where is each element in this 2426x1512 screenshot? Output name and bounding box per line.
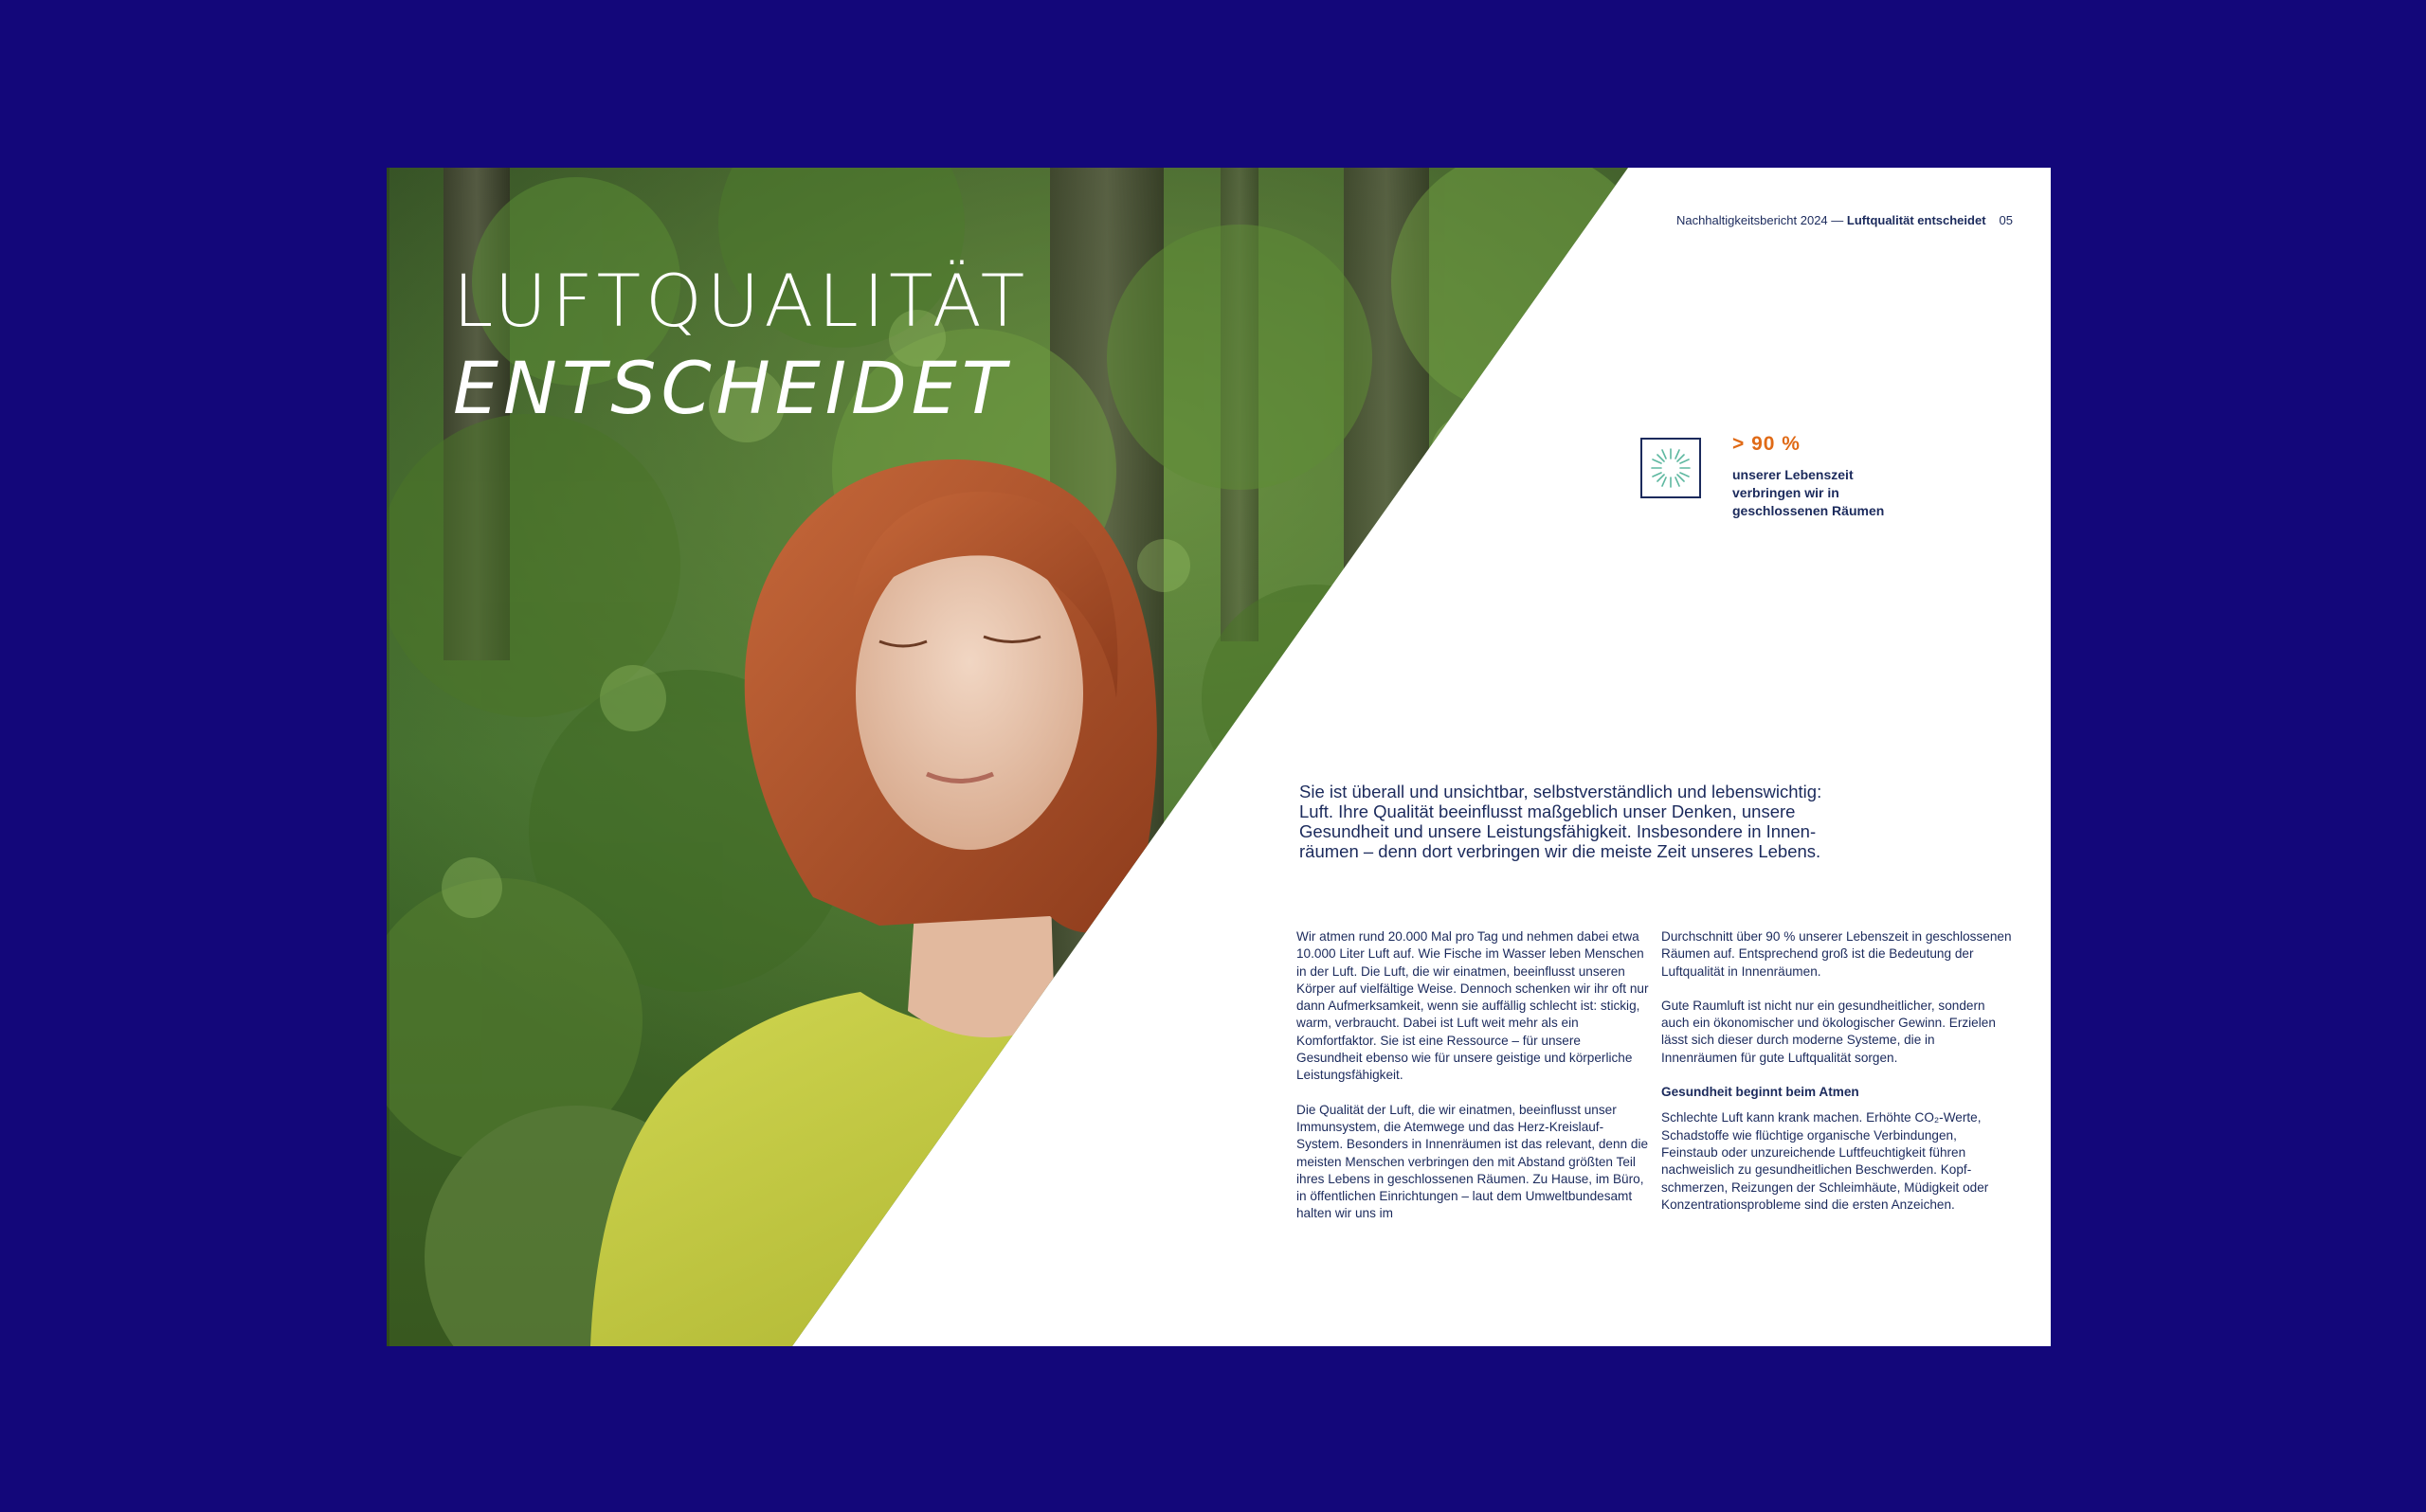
intro-paragraph: Sie ist überall und unsichtbar, selbstverständlich und lebenswichtig: Luft. Ihre Qualität beeinflusst maßgeblich unser Denken, unsere Gesundheit und unsere Leistungsfähigkeit. Insbesondere in Innenräumen – denn dort verbringen wir die meiste Zeit unseres Lebens. xyxy=(1299,782,1822,861)
title-line-1: LUFTQUALITÄT xyxy=(453,259,1030,343)
page-number: 05 xyxy=(1999,213,2013,227)
body-paragraph: Die Qualität der Luft, die wir einatmen, beeinflusst unser Immunsystem, die Atemwege und das Herz-Kreislauf-System. Besonders in Innenräumen ist das relevant, denn die meisten Menschen verbringen den mit Abstand größten Teil ihres Lebens in geschlossenen Räumen. Zu Hause, im Büro, in öffentlichen Einrichtungen – laut dem Umweltbundesamt halten wir uns im xyxy=(1296,1102,1649,1221)
body-paragraph: Wir atmen rund 20.000 Mal pro Tag und nehmen dabei etwa 10.000 Liter Luft auf. Wie Fische im Wasser leben Menschen in der Luft. Die Luft, die wir einatmen, beeinflusst unseren Körper auf vielfältige Weise. Dennoch schenken wir ihr oft nur dann Aufmerksamkeit, wenn sie auffällig schlecht ist: stickig, warm, verbraucht. Dabei ist Luft weit mehr als ein Komfortfaktor. Sie ist eine Ressource – für unsere Gesundheit ebenso wie für unsere geistige und körperliche Leistungsfähigkeit. xyxy=(1296,929,1649,1083)
section-name: Luftqualität entscheidet xyxy=(1846,213,1986,227)
running-header xyxy=(1676,213,2013,227)
body-column-1 xyxy=(1296,928,1649,1240)
page-spine-shadow xyxy=(387,168,389,1346)
body-column-2 xyxy=(1661,928,2014,1231)
body-paragraph: Schlechte Luft kann krank machen. Erhöhte CO₂-Werte, Schadstoffe wie flüchtige organische Verbindungen, Feinstaub oder unzureichende Luftfeuchtigkeit führen nachweislich zu gesundheitlichen Beschwerden. Kopfschmerzen, Reizungen der Schleimhäute, Müdigkeit oder Konzentrationsprobleme sind die ersten Anzeichen. xyxy=(1661,1110,1989,1212)
stat-description: unserer Lebenszeit verbringen wir in geschlossenen Räumen xyxy=(1732,467,1885,518)
title-line-2: ENTSCHEIDET xyxy=(453,346,1011,430)
stat-value: > 90 % xyxy=(1732,433,1801,455)
header-separator: — xyxy=(1827,213,1847,227)
body-paragraph: Durchschnitt über 90 % unserer Lebenszeit in geschlossenen Räumen auf. Entsprechend groß ist die Bedeutung der Luftqualität in Innenräumen. xyxy=(1661,929,2012,979)
brochure-spread xyxy=(387,168,2051,1346)
subheading: Gesundheit beginnt beim Atmen xyxy=(1661,1085,1859,1100)
page-title xyxy=(453,258,1029,432)
body-paragraph: Gute Raumluft ist nicht nur ein gesundheitlicher, sondern auch ein ökonomischer und ökologischer Gewinn. Erzielen lässt sich dieser durch moderne Systeme, die in Innenräumen für gute Luftqualität sorgen. xyxy=(1661,998,1996,1065)
report-name: Nachhaltigkeitsbericht 2024 xyxy=(1675,213,1828,227)
air-burst-icon xyxy=(1640,438,1701,498)
